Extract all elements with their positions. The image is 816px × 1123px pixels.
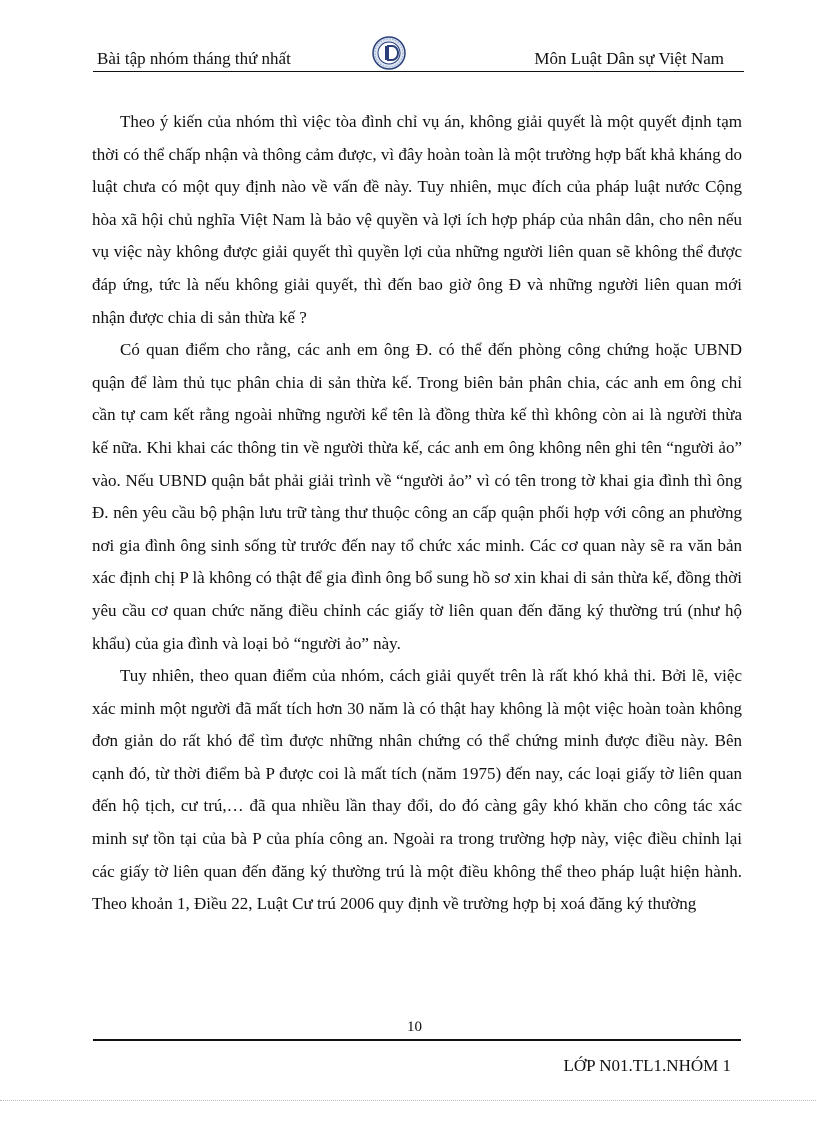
page-number: 10	[407, 1019, 422, 1035]
footer-rule	[93, 1039, 741, 1041]
header-rule	[93, 71, 744, 72]
university-seal-icon	[371, 36, 407, 70]
page-boundary	[0, 1100, 816, 1101]
header-left-title: Bài tập nhóm tháng thứ nhất	[97, 49, 291, 68]
class-label: LỚP N01.TL1.NHÓM 1	[563, 1056, 731, 1075]
paragraph: Tuy nhiên, theo quan điểm của nhóm, cách giải quyết trên là rất khó khả thi. Bởi lẽ, việc xác minh một người đã mất tích hơn 30 năm là có thật hay không là một việc hoàn toàn không đơn giản do rất khó để tìm được những nhân chứng có thể chứng minh được điều này. Bên cạnh đó, từ thời điểm bà P được coi là mất tích (năm 1975) đến nay, các loại giấy tờ liên quan đến hộ tịch, cư trú,… đã qua nhiều lần thay đổi, do đó càng gây khó khăn cho công tác xác minh sự tồn tại của bà P của phía công an. Ngoài ra trong trường hợp này, việc điều chỉnh lại các giấy tờ liên quan đến đăng ký thường trú là một điều không thể theo pháp luật hiện hành. Theo khoản 1, Điều 22, Luật Cư trú 2006 quy định về trường hợp bị xoá đăng ký thường	[92, 666, 742, 914]
paragraph: Theo ý kiến của nhóm thì việc tòa đình chỉ vụ án, không giải quyết là một quyết định tạm thời có thể chấp nhận và thông cảm được, vì đây hoàn toàn là một trường hợp bất khả kháng do luật chưa có một quy định nào về vấn đề này. Tuy nhiên, mục đích của pháp luật nước Cộng hòa xã hội chủ nghĩa Việt Nam là bảo vệ quyền và lợi ích hợp pháp của nhân dân, cho nên nếu vụ việc này không được giải quyết thì quyền lợi của những người liên quan sẽ không thể được đáp ứng, tức là nếu không giải quyết, thì đến bao giờ ông Đ và những người liên quan mới nhận được chia di sản thừa kế ?	[92, 112, 742, 327]
page-header	[93, 36, 744, 72]
document-body	[92, 106, 742, 921]
paragraph: Có quan điểm cho rằng, các anh em ông Đ. có thể đến phòng công chứng hoặc UBND quận để làm thủ tục phân chia di sản thừa kế. Trong biên bản phân chia, các anh em ông chỉ cần tự cam kết rằng ngoài những người kể tên là đồng thừa kế thì không còn ai là người thừa kế nữa. Khi khai các thông tin về người thừa kế, các anh em ông không nên ghi tên “người ảo” vào. Nếu UBND quận bắt phải giải trình về “người ảo” vì có tên trong tờ khai gia đình thì ông Đ. nên yêu cầu bộ phận lưu trữ tàng thư thuộc công an cấp quận phối hợp với công an phường nơi gia đình ông sinh sống từ trước đến nay tổ chức xác minh. Các cơ quan này sẽ ra văn bản xác định chị P là không có thật để gia đình ông bổ sung hồ sơ xin khai di sản thừa kế, đồng thời yêu cầu cơ quan chức năng điều chỉnh các giấy tờ liên quan đến đăng ký thường trú (như hộ khẩu) của gia đình và loại bỏ “người ảo” này.	[92, 340, 742, 653]
header-right-title: Môn Luật Dân sự Việt Nam	[534, 49, 724, 68]
